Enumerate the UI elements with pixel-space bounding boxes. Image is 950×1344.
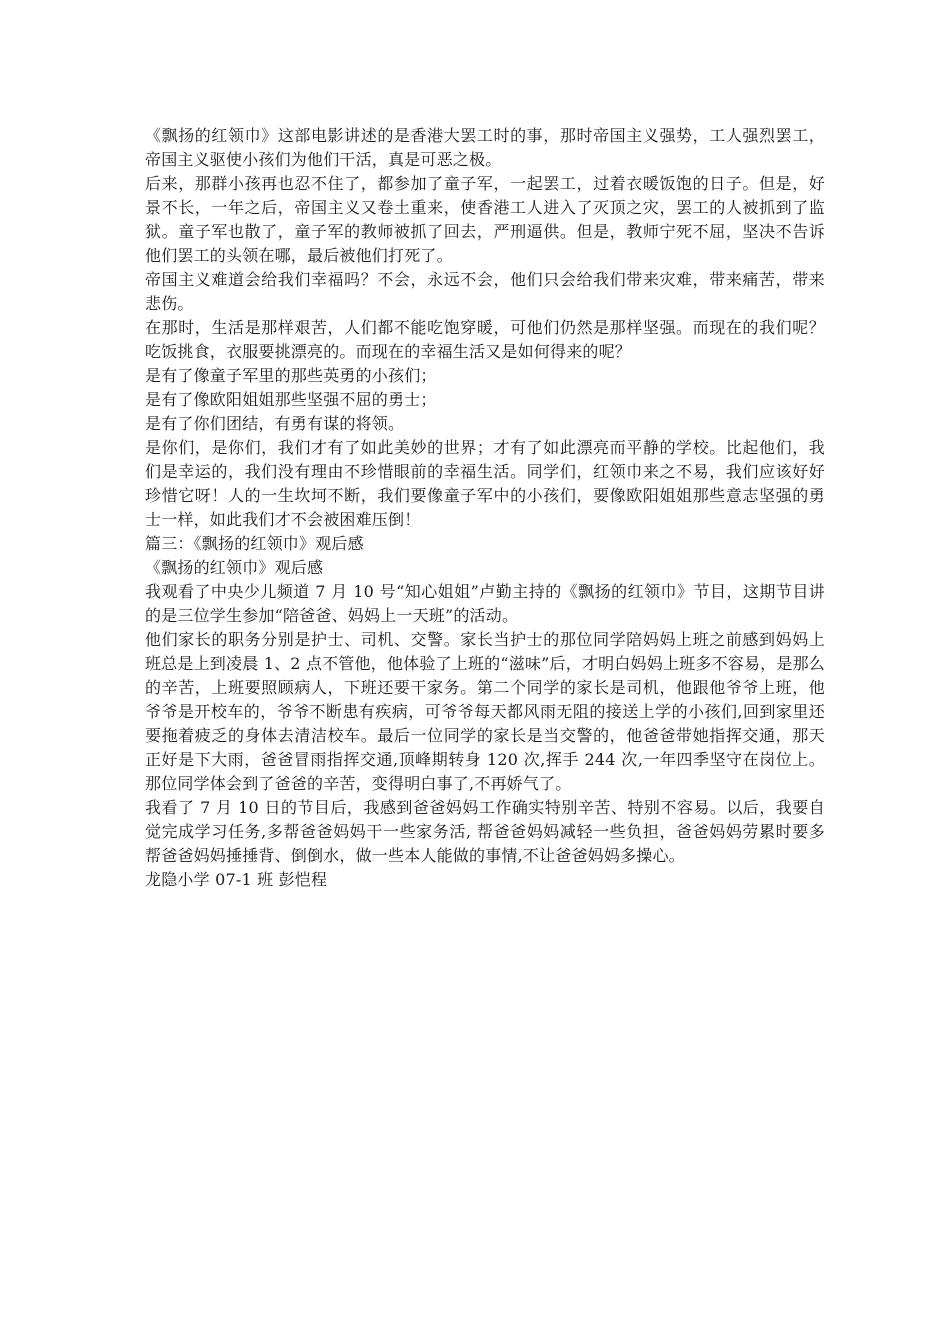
paragraph-line-leaders: 是有了你们团结，有勇有谋的将领。 <box>145 414 405 433</box>
paragraph-question: 帝国主义难道会给我们幸福吗？不会，永远不会，他们只会给我们带来灾难，带来痛苦，带来悲伤。 <box>145 270 825 313</box>
essay-title: 《飘扬的红领巾》观后感 <box>145 558 324 577</box>
paragraph-line-heroes: 是有了像欧阳姐姐那些坚强不屈的勇士； <box>145 390 437 409</box>
paragraph-story: 后来，那群小孩再也忍不住了，都参加了童子军，一起罢工，过着衣暖饭饱的日子。但是，好景不长，一年之后，帝国主义又卷土重来，使香港工人进入了灭顶之灾，罢工的人被抓到了监狱。童子军也散了，童子军的教师被抓了回去，严刑逼供。但是，教师宁死不屈，坚决不告诉他们罢工的头领在哪，最后被他们打死了。 <box>145 174 825 265</box>
paragraph-line-scouts: 是有了像童子军里的那些英勇的小孩们； <box>145 366 437 385</box>
paragraph-reflection: 我看了 7 月 10 日的节目后，我感到爸爸妈妈工作确实特别辛苦、特别不容易。以后，我要自觉完成学习任务,多帮爸爸妈妈干一些家务活, 帮爸爸妈妈减轻一些负担，爸爸妈妈劳累时要多帮爸爸妈妈捶捶背、倒倒水，做一些本人能做的事情,不让爸爸妈妈多操心。 <box>145 798 825 865</box>
paragraph-conclusion: 是你们，是你们，我们才有了如此美妙的世界；才有了如此漂亮而平静的学校。比起他们，我们是幸运的，我们没有理由不珍惜眼前的幸福生活。同学们，红领巾来之不易，我们应该好好珍惜它呀！人的一生坎坷不断，我们要像童子军中的小孩们，要像欧阳姐姐那些意志坚强的勇士一样，如此我们才不会被困难压倒！ <box>145 438 825 529</box>
author-signature: 龙隐小学 07-1 班 彭恺程 <box>145 870 328 889</box>
paragraph-then-and-now: 在那时，生活是那样艰苦，人们都不能吃饱穿暖，可他们仍然是那样坚强。而现在的我们呢？吃饭挑食，衣服要挑漂亮的。而现在的幸福生活又是如何得来的呢？ <box>145 318 825 361</box>
paragraph-program: 我观看了中央少儿频道 7 月 10 号“知心姐姐”卢勤主持的《飘扬的红领巾》节目，这期节目讲的是三位学生参加“陪爸爸、妈妈上一天班”的活动。 <box>145 582 825 625</box>
document-body <box>145 124 825 892</box>
section-heading: 篇三：《飘扬的红领巾》观后感 <box>145 534 364 553</box>
paragraph-parents: 他们家长的职务分别是护士、司机、交警。家长当护士的那位同学陪妈妈上班之前感到妈妈上班总是上到凌晨 1、2 点不管他，他体验了上班的“滋味”后，才明白妈妈上班多不容易，是那么的辛苦，上班要照顾病人，下班还要干家务。第二个同学的家长是司机，他跟他爷爷上班，他爷爷是开校车的，爷爷不断患有疾病，可爷爷每天都风雨无阻的接送上学的小孩们,回到家里还要拖着疲乏的身体去清洁校车。最后一位同学的家长是当交警的，他爸爸带她指挥交通，那天正好是下大雨，爸爸冒雨指挥交通,顶峰期转身 120 次,挥手 244 次,一年四季坚守在岗位上。那位同学体会到了爸爸的辛苦，变得明白事了,不再娇气了。 <box>145 630 825 793</box>
paragraph-intro: 《飘扬的红领巾》这部电影讲述的是香港大罢工时的事，那时帝国主义强势，工人强烈罢工，帝国主义驱使小孩们为他们干活，真是可恶之极。 <box>145 126 825 169</box>
